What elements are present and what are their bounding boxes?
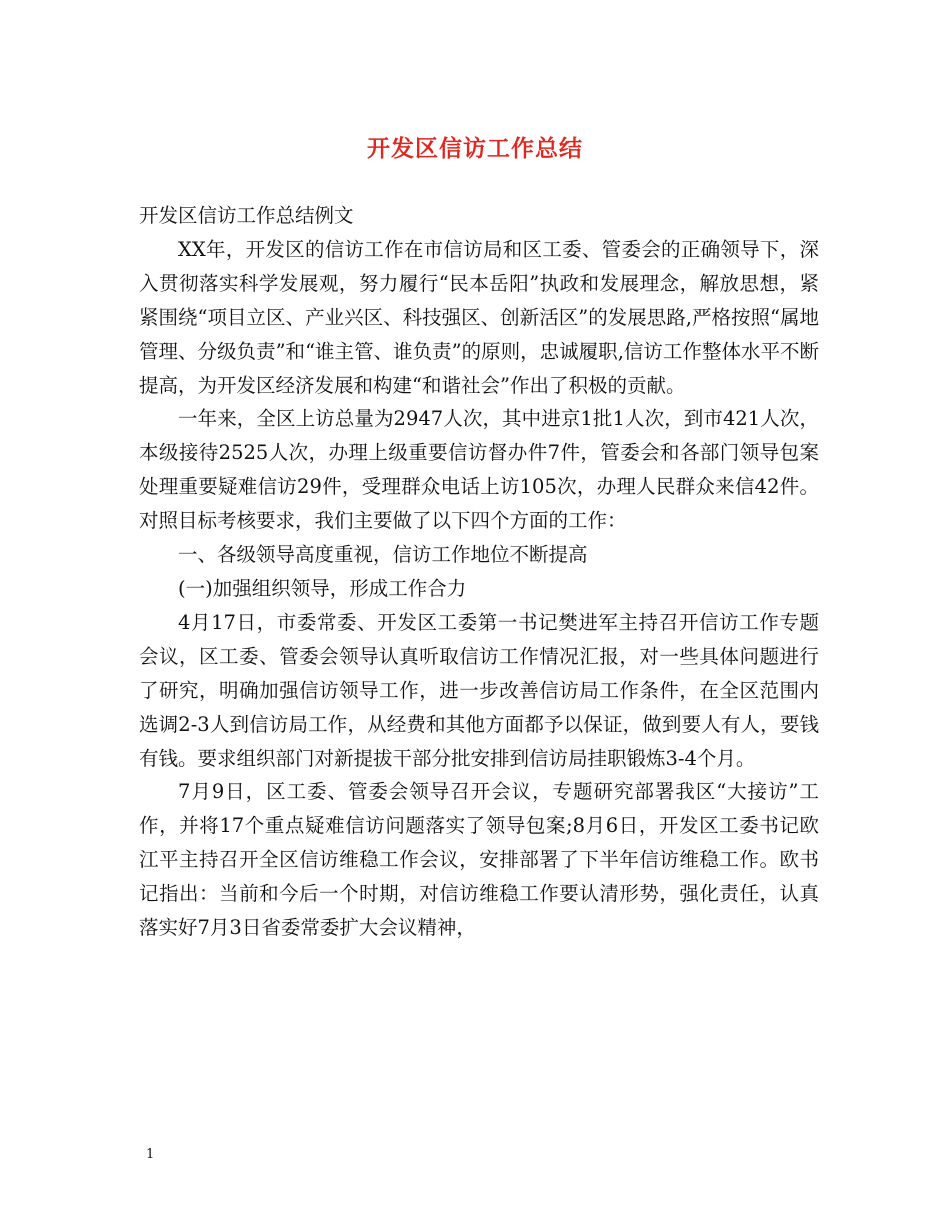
document-body xyxy=(139,199,819,945)
subtitle-line: 开发区信访工作总结例文 xyxy=(139,204,354,227)
subsection-heading: (一)加强组织领导，形成工作合力 xyxy=(178,576,467,600)
paragraph-statistics: 一年来，全区上访总量为2947人次，其中进京1批1人次，到市421人次，本级接待2525人次，办理上级重要信访督办件7件，管委会和各部门领导包案处理重要疑难信访29件，受理群众电话上访105次，办理人民群众来信42件。对照目标考核要求，我们主要做了以下四个方面的工作： xyxy=(139,407,819,533)
paragraph-july-meeting: 7月9日，区工委、管委会领导召开会议，专题研究部署我区“大接访”工作，并将17个重点疑难信访问题落实了领导包案;8月6日，开发区工委书记欧江平主持召开全区信访维稳工作会议，安排部署了下半年信访维稳工作。欧书记指出：当前和今后一个时期，对信访维稳工作要认清形势，强化责任，认真落实好7月3日省委常委扩大会议精神， xyxy=(139,780,819,940)
page-number: 1 xyxy=(146,1147,155,1162)
paragraph-intro: XX年，开发区的信访工作在市信访局和区工委、管委会的正确领导下，深入贯彻落实科学发展观，努力履行“民本岳阳”执政和发展理念，解放思想，紧紧围绕“项目立区、产业兴区、科技强区、创新活区”的发展思路,严格按照“属地管理、分级负责”和“谁主管、谁负责”的原则，忠诚履职,信访工作整体水平不断提高，为开发区经济发展和构建“和谐社会”作出了积极的贡献。 xyxy=(139,237,819,397)
section-heading: 一、各级领导高度重视，信访工作地位不断提高 xyxy=(178,543,588,567)
document-title: 开发区信访工作总结 xyxy=(367,136,583,162)
paragraph-april-meeting: 4月17日，市委常委、开发区工委第一书记樊进军主持召开信访工作专题会议，区工委、管委会领导认真听取信访工作情况汇报，对一些具体问题进行了研究，明确加强信访领导工作，进一步改善信访局工作条件，在全区范围内选调2-3人到信访局工作，从经费和其他方面都予以保证，做到要人有人，要钱有钱。要求组织部门对新提拔干部分批安排到信访局挂职锻炼3-4个月。 xyxy=(139,610,819,770)
